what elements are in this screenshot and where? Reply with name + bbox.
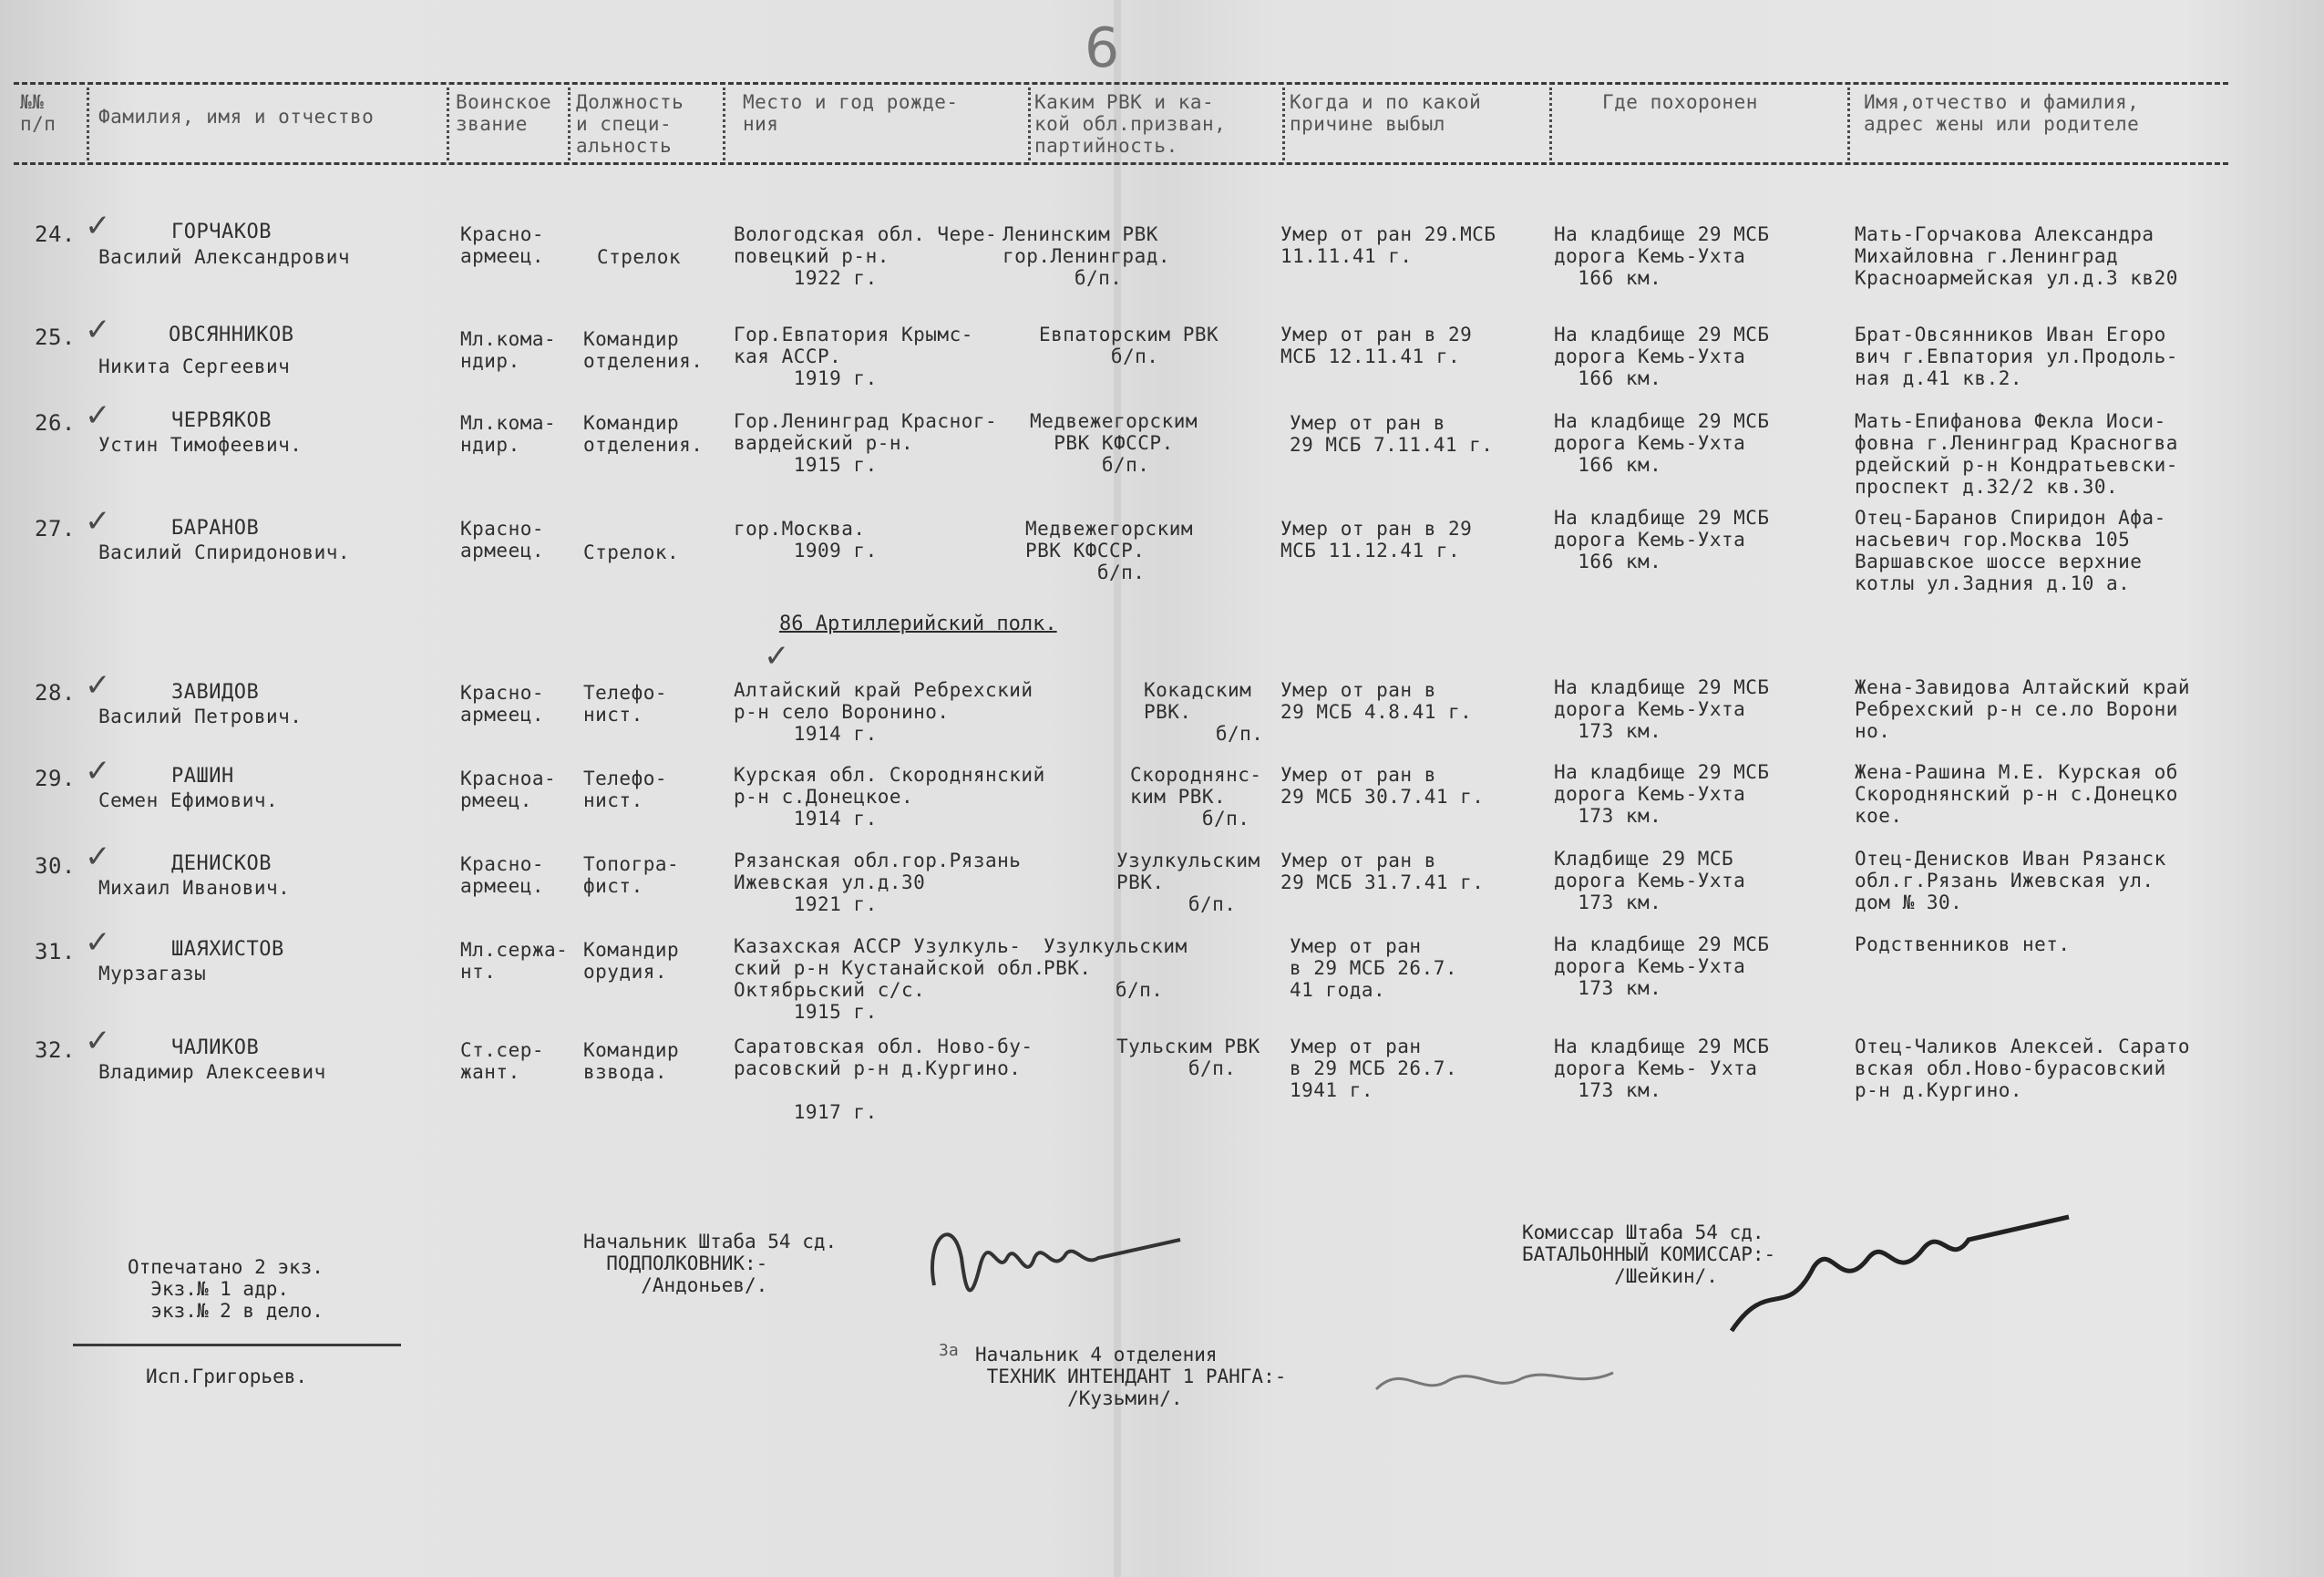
- row-position: Стрелок.: [583, 541, 680, 563]
- row-surname: БАРАНОВ: [171, 517, 260, 540]
- header-top-rule: [14, 82, 2228, 85]
- row-given-name: Устин Тимофеевич.: [98, 434, 303, 456]
- row-position: Командир отделения.: [583, 328, 704, 372]
- row-given-name: Василий Петрович.: [98, 706, 303, 727]
- row-relatives: Отец-Чаликов Алексей. Сарато вская обл.Ново-бурасовский р-н д.Кургино.: [1855, 1036, 2191, 1101]
- row-buried: На кладбище 29 МСБ дорога Кемь-Ухта 166 км.: [1554, 223, 1770, 289]
- row-surname: РАШИН: [171, 765, 234, 788]
- row-birth: Рязанская обл.гор.Рязань Ижевская ул.д.30 1921 г.: [734, 850, 1022, 915]
- row-rank: Мл.кома- ндир.: [460, 412, 557, 456]
- page-number: 6: [1085, 16, 1120, 80]
- header-separator: [87, 88, 89, 160]
- check-mark-icon: ✓: [85, 839, 111, 875]
- row-rvk: Евпаторским РВК б/п.: [1039, 324, 1219, 367]
- row-number: 31.: [35, 939, 76, 964]
- row-position: Топогра- фист.: [583, 853, 680, 897]
- check-mark-icon: ✓: [85, 312, 111, 348]
- row-buried: На кладбище 29 МСБ дорога Кемь-Ухта 166 км.: [1554, 324, 1770, 389]
- executor-note: Исп.Григорьев.: [146, 1366, 308, 1387]
- header-separator: [1028, 88, 1031, 160]
- row-birth: Гор.Ленинград Красног- вардейский р-н. 1915 г.: [734, 410, 998, 476]
- commissar-block: Комиссар Штаба 54 сд. БАТАЛЬОННЫЙ КОМИССАР:- /Шейкин/.: [1522, 1221, 1776, 1287]
- row-when: Умер от ран в 29 МСБ 30.7.41 г.: [1280, 764, 1485, 808]
- row-rank: Мл.кома- ндир.: [460, 328, 557, 372]
- row-relatives: Жена-Рашина М.Е. Курская об Скороднянский р-н с.Донецко кое.: [1855, 761, 2178, 827]
- header-rank: Воинское звание: [456, 91, 552, 135]
- commissar-signature: [1713, 1185, 2078, 1349]
- row-number: 32.: [35, 1037, 76, 1063]
- row-relatives: Мать-Епифанова Фекла Иоси- фовна г.Ленинград Красногва рдейский р-н Кондратьевски- проспект д.32/2 кв.30.: [1855, 410, 2178, 498]
- row-relatives: Отец-Денисков Иван Рязанск обл.г.Рязань Ижевская ул. дом № 30.: [1855, 848, 2166, 913]
- row-buried: На кладбище 29 МСБ дорога Кемь-Ухта 166 км.: [1554, 410, 1770, 476]
- check-mark-icon: ✓: [764, 638, 790, 675]
- header-separator: [568, 88, 571, 160]
- row-number: 28.: [35, 680, 76, 706]
- row-birth: Казахская АССР Узулкуль- ский р-н Кустанайской обл. Октябрьский с/с. 1915 г.: [734, 935, 1045, 1023]
- row-number: 26.: [35, 410, 76, 436]
- row-rvk: Медвежегорским РВК КФССР. б/п.: [1025, 518, 1194, 583]
- check-mark-icon: ✓: [85, 1023, 111, 1059]
- row-position: Телефо- нист.: [583, 768, 668, 811]
- row-birth: гор.Москва. 1909 г.: [734, 518, 878, 562]
- row-surname: ДЕНИСКОВ: [171, 852, 272, 875]
- row-position: Командир взвода.: [583, 1039, 680, 1083]
- row-given-name: Михаил Иванович.: [98, 877, 291, 899]
- footer-rule: [73, 1344, 401, 1346]
- row-given-name: Мурзагазы: [98, 963, 207, 984]
- header-separator: [447, 88, 449, 160]
- row-given-name: Владимир Алексеевич: [98, 1061, 326, 1083]
- chief-of-staff-block: Начальник Штаба 54 сд. ПОДПОЛКОВНИК:- /Андоньев/.: [583, 1231, 838, 1296]
- printed-copies-note: Отпечатано 2 экз. Экз.№ 1 адр. экз.№ 2 в дело.: [128, 1256, 324, 1322]
- row-rvk: Медвежегорским РВК КФССР. б/п.: [1030, 410, 1198, 476]
- chief-of-staff-signature: [916, 1203, 1189, 1322]
- row-number: 30.: [35, 853, 76, 879]
- row-relatives: Жена-Завидова Алтайский край Ребрехский р-н се.ло Ворони но.: [1855, 676, 2191, 742]
- row-rank: Красно- армеец.: [460, 853, 545, 897]
- check-mark-icon: ✓: [85, 397, 111, 434]
- row-buried: На кладбище 29 МСБ дорога Кемь-Ухта 173 км.: [1554, 761, 1770, 827]
- row-birth: Вологодская обл. Чере- повецкий р-н. 1922 г.: [734, 223, 998, 289]
- header-position: Должность и специ- альность: [576, 91, 684, 157]
- row-rvk: Скороднянс- ким РВК. б/п.: [1130, 764, 1262, 830]
- row-when: Умер от ран в 29 МСБ 7.11.41 г.: [1290, 412, 1494, 456]
- row-when: Умер от ран в 29 МСБ 26.7. 41 года.: [1290, 935, 1458, 1001]
- chief-dept-signature: [1367, 1353, 1622, 1407]
- header-buried: Где похоронен: [1602, 91, 1758, 113]
- row-surname: ГОРЧАКОВ: [171, 221, 272, 243]
- row-when: Умер от ран в 29 МСБ 31.7.41 г.: [1280, 850, 1485, 893]
- row-position: Стрелок: [597, 246, 682, 268]
- row-rank: Мл.сержа- нт.: [460, 939, 569, 983]
- row-position: Телефо- нист.: [583, 682, 668, 726]
- row-given-name: Никита Сергеевич: [98, 356, 291, 377]
- row-surname: ЧЕРВЯКОВ: [171, 409, 272, 432]
- check-mark-icon: ✓: [85, 924, 111, 961]
- row-rank: Красно- армеец.: [460, 682, 545, 726]
- check-mark-icon: ✓: [85, 208, 111, 244]
- row-position: Командир орудия.: [583, 939, 680, 983]
- row-rvk: Узулкульским РВК. б/п.: [1116, 850, 1260, 915]
- row-rvk: Тульским РВК б/п.: [1116, 1036, 1260, 1079]
- header-separator: [1282, 88, 1285, 160]
- row-birth: Гор.Евпатория Крымс- кая АССР. 1919 г.: [734, 324, 973, 389]
- row-relatives: Родственников нет.: [1855, 933, 2071, 955]
- row-when: Умер от ран 29.МСБ 11.11.41 г.: [1280, 223, 1496, 267]
- row-relatives: Мать-Горчакова Александра Михайловна г.Ленинград Красноармейская ул.д.3 кв20: [1855, 223, 2178, 289]
- row-surname: ЗАВИДОВ: [171, 681, 260, 704]
- row-rank: Красноа- рмеец.: [460, 768, 557, 811]
- check-mark-icon: ✓: [85, 667, 111, 704]
- header-number: №№ п/п: [20, 91, 57, 135]
- row-when: Умер от ран в 29 МСБ 26.7. 1941 г.: [1290, 1036, 1458, 1101]
- header-when: Когда и по какой причине выбыл: [1290, 91, 1482, 135]
- row-when: Умер от ран в 29 МСБ 11.12.41 г.: [1280, 518, 1473, 562]
- section-title: 86 Артиллерийский полк.: [779, 613, 1057, 635]
- header-separator: [1847, 88, 1850, 160]
- row-given-name: Василий Спиридонович.: [98, 541, 351, 563]
- header-separator: [1549, 88, 1552, 160]
- row-surname: ЧАЛИКОВ: [171, 1036, 260, 1059]
- check-mark-icon: ✓: [85, 753, 111, 789]
- row-buried: На кладбище 29 МСБ дорога Кемь-Ухта 173 км.: [1554, 933, 1770, 999]
- check-mark-icon: ✓: [85, 503, 111, 540]
- header-rvk: Каким РВК и ка- кой обл.призван, партийность.: [1034, 91, 1227, 157]
- chief-dept-block: Начальник 4 отделения ТЕХНИК ИНТЕНДАНТ 1 РАНГА:- /Кузьмин/.: [975, 1344, 1287, 1409]
- row-rank: Красно- армеец.: [460, 518, 545, 562]
- row-birth: Курская обл. Скороднянский р-н с.Донецкое. 1914 г.: [734, 764, 1045, 830]
- row-relatives: Брат-Овсянников Иван Егоро вич г.Евпатория ул.Продоль- ная д.41 кв.2.: [1855, 324, 2178, 389]
- row-given-name: Семен Ефимович.: [98, 789, 279, 811]
- row-number: 25.: [35, 325, 76, 350]
- row-buried: Кладбище 29 МСБ дорога Кемь-Ухта 173 км.: [1554, 848, 1746, 913]
- header-birth: Место и год рожде- ния: [743, 91, 959, 135]
- header-separator: [723, 88, 725, 160]
- row-buried: На кладбище 29 МСБ дорога Кемь-Ухта 166 км.: [1554, 507, 1770, 572]
- row-number: 29.: [35, 766, 76, 791]
- row-number: 24.: [35, 222, 76, 247]
- row-rank: Ст.сер- жант.: [460, 1039, 545, 1083]
- header-relatives: Имя,отчество и фамилия, адрес жены или родителе: [1864, 91, 2140, 135]
- chief-dept-prefix: За: [939, 1341, 959, 1360]
- row-number: 27.: [35, 516, 76, 541]
- row-birth: Алтайский край Ребрехский р-н село Воронино. 1914 г.: [734, 679, 1033, 745]
- row-rank: Красно- армеец.: [460, 223, 545, 267]
- row-buried: На кладбище 29 МСБ дорога Кемь-Ухта 173 км.: [1554, 676, 1770, 742]
- row-birth: Саратовская обл. Ново-бу- расовский р-н д.Кургино. 1917 г.: [734, 1036, 1033, 1123]
- header-bottom-rule: [14, 162, 2228, 165]
- row-position: Командир отделения.: [583, 412, 704, 456]
- row-relatives: Отец-Баранов Спиридон Афа- насьевич гор.Москва 105 Варшавское шоссе верхние котлы ул.Задния д.10 а.: [1855, 507, 2166, 594]
- row-rvk: Узулкульским РВК. б/п.: [1044, 935, 1188, 1001]
- row-surname: ОВСЯННИКОВ: [169, 324, 294, 346]
- row-rvk: Ленинским РВК гор.Ленинград. б/п.: [1003, 223, 1171, 289]
- row-given-name: Василий Александрович: [98, 246, 351, 268]
- header-name: Фамилия, имя и отчество: [98, 106, 375, 128]
- row-rvk: Кокадским РВК. б/п.: [1144, 679, 1264, 745]
- row-buried: На кладбище 29 МСБ дорога Кемь- Ухта 173 км.: [1554, 1036, 1770, 1101]
- row-surname: ШАЯХИСТОВ: [171, 938, 284, 961]
- row-when: Умер от ран в 29 МСБ 12.11.41 г.: [1280, 324, 1473, 367]
- row-when: Умер от ран в 29 МСБ 4.8.41 г.: [1280, 679, 1473, 723]
